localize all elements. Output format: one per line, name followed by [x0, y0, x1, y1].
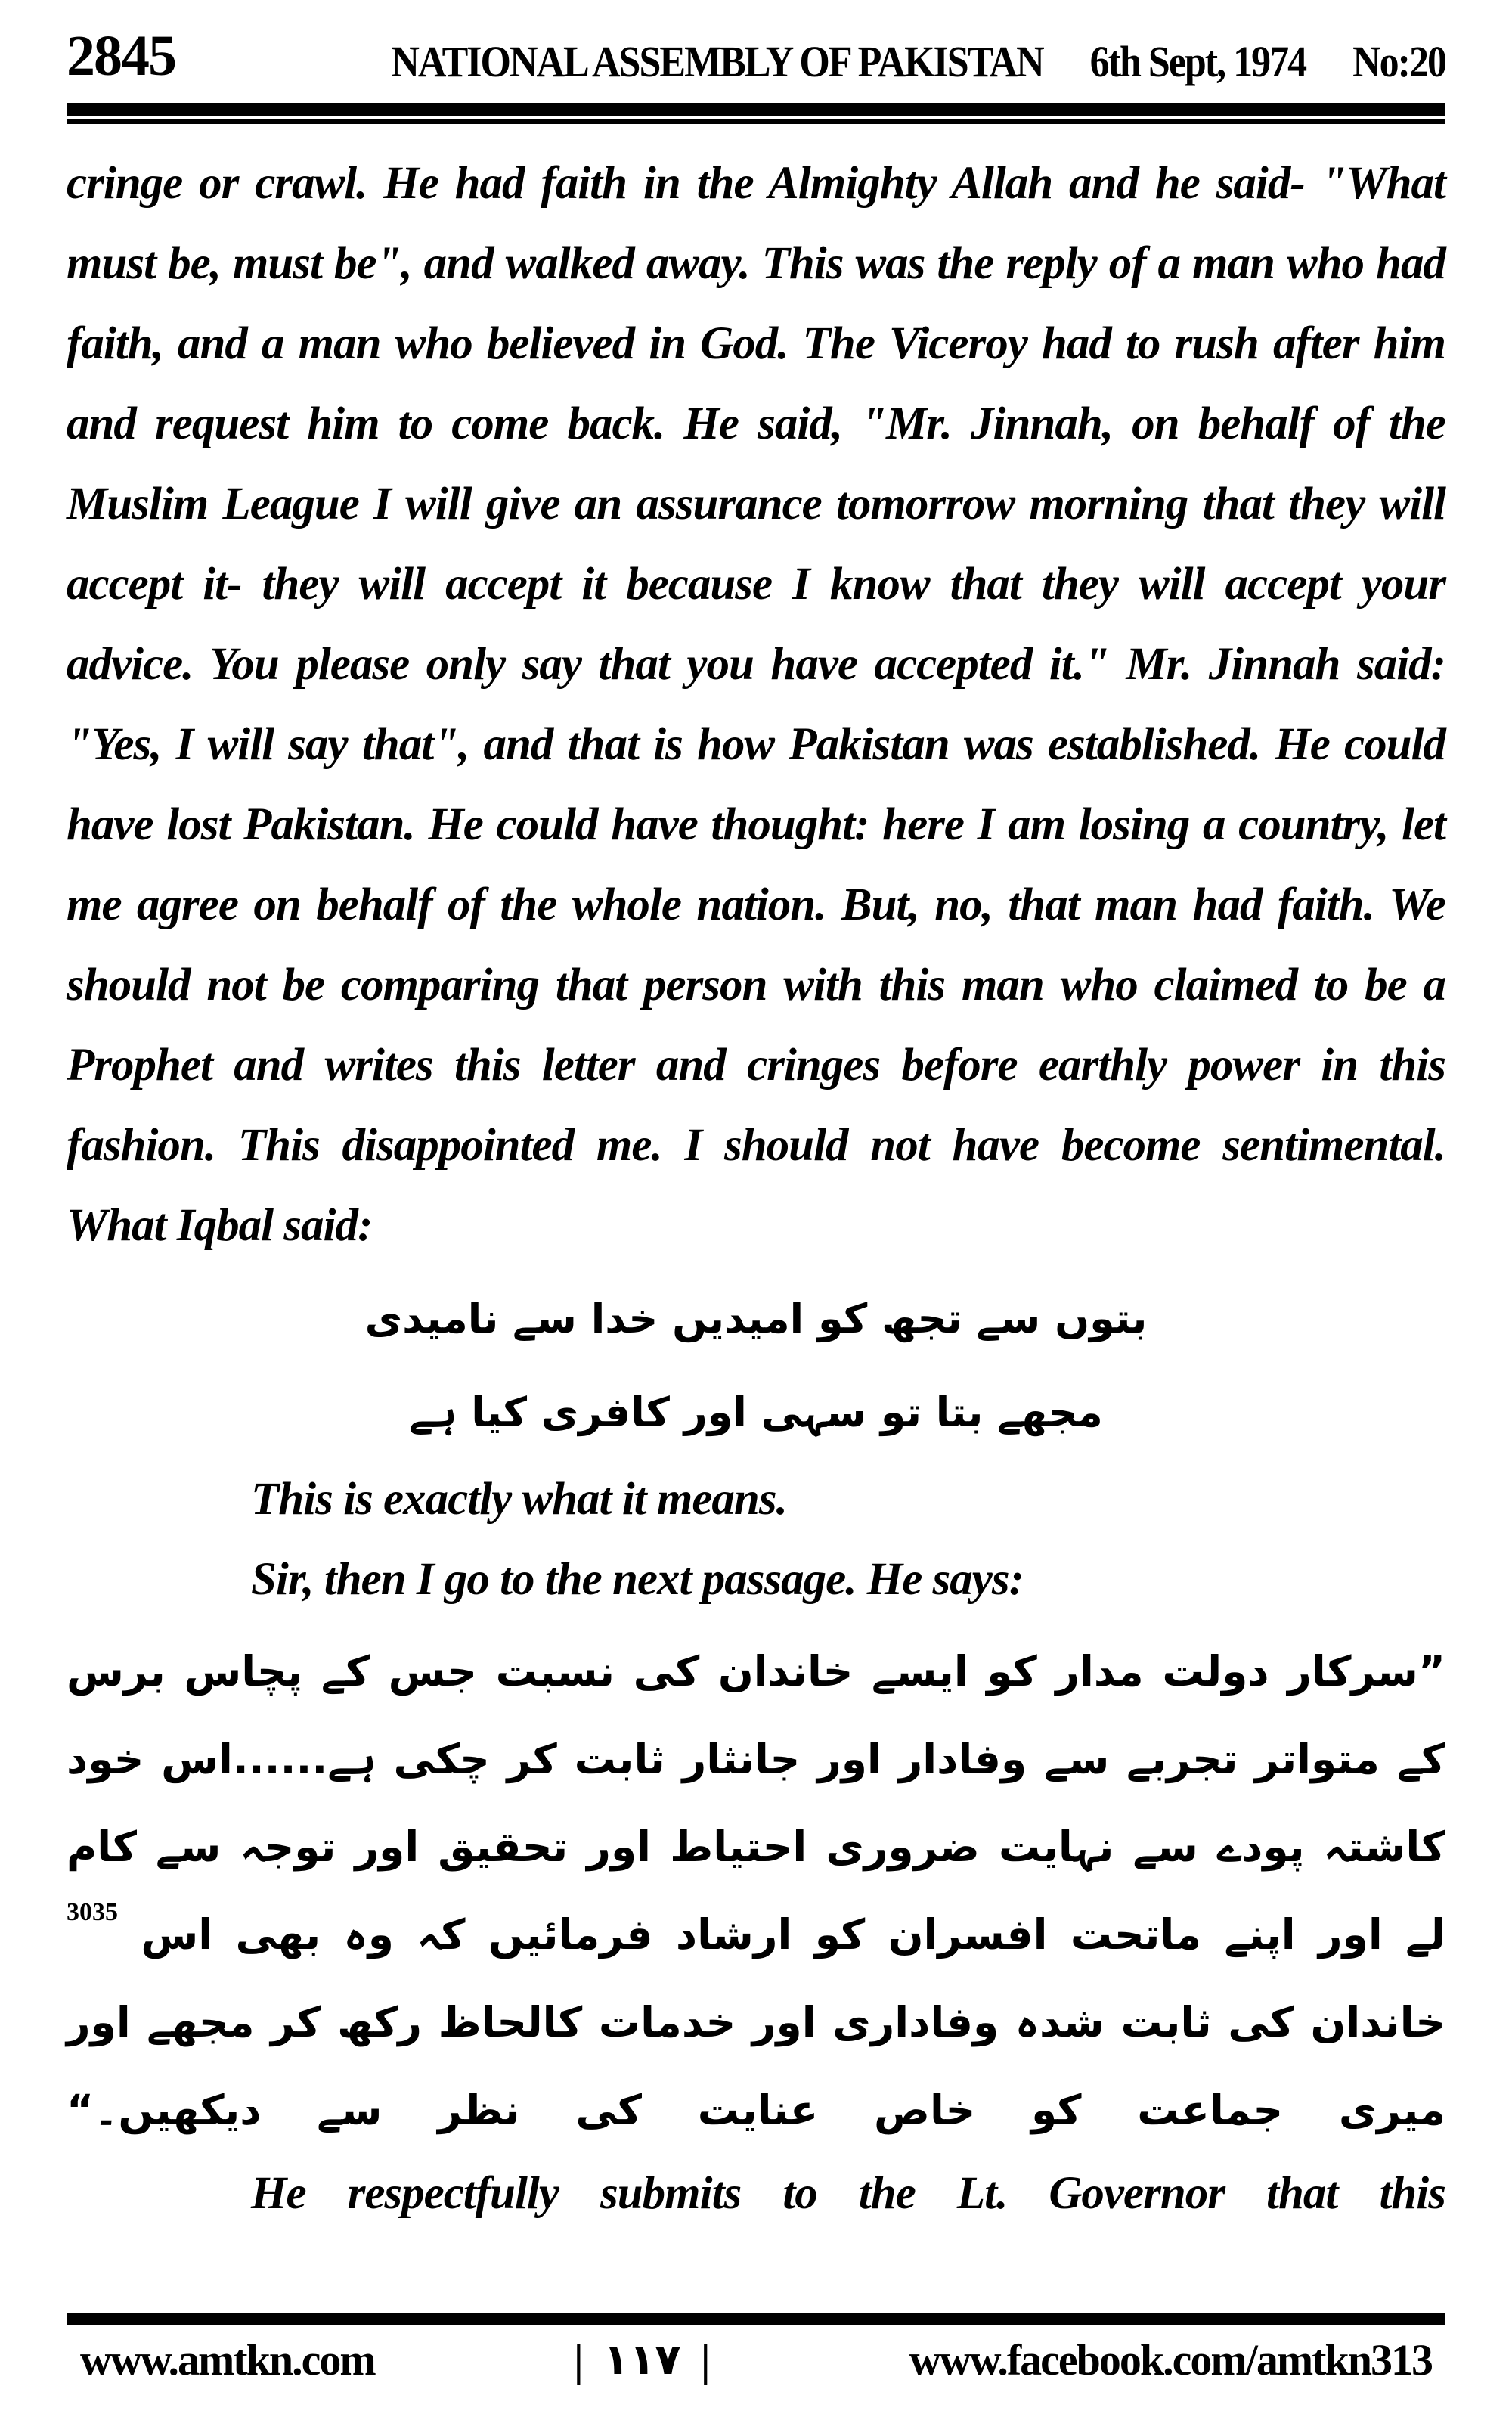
page-header — [67, 24, 1445, 88]
page-number: 2845 — [67, 24, 175, 88]
transition-line: Sir, then I go to the next passage. He says: — [251, 1554, 1024, 1605]
couplet-line-1: بتوں سے تجھ کو امیدیں خدا سے نامیدی — [364, 1295, 1148, 1342]
header-rule-thick — [67, 103, 1445, 116]
urdu-quotation-part2: خاندان کی ثابت شدہ وفاداری اور خدمات کالحاظ رکھ کر مجھے اور میری جماعت کو خاص عنایت کی نظر سے دیکھیں۔“ — [67, 1998, 1445, 2134]
footer-page-number-urdu: ۱۱۷ — [603, 2335, 681, 2385]
urdu-quotation — [67, 1627, 1445, 2154]
header-date: 6th Sept, 1974 — [1089, 38, 1306, 87]
urdu-quotation-part1: ”سرکار دولت مدار کو ایسے خاندان کی نسبت جس کے پچاس برس کے متواتر تجربے سے وفادار اور جانثار ثابت کر چکی ہے......اس خود کاشتہ پودے سے نہایت ضروری احتیاط اور تحقیق اور توجہ سے کام لے اور اپنے ماتحت افسران کو ارشاد فرمائیں کہ وہ بھی اس — [67, 1647, 1445, 1959]
separator-bar-right: | — [700, 2335, 711, 2385]
couplet-line-2: مجھے بتا تو سہی اور کافری کیا ہے — [409, 1388, 1103, 1436]
iqbal-couplet — [67, 1272, 1445, 1460]
footer-site-url: www.amtkn.com — [80, 2335, 375, 2385]
separator-bar-left: | — [573, 2335, 584, 2385]
footer-row — [67, 2335, 1445, 2387]
meaning-line: This is exactly what it means. — [251, 1474, 787, 1525]
header-issue-number: No:20 — [1352, 38, 1445, 87]
header-rule-thin — [67, 119, 1445, 124]
page-footer — [67, 2313, 1445, 2387]
header-title: NATIONAL ASSEMBLY OF PAKISTAN — [391, 38, 1043, 87]
footnote-reference: 3035 — [67, 1898, 118, 1926]
footer-rule — [67, 2313, 1445, 2325]
closing-line: He respectfully submits to the Lt. Governor that this — [251, 2168, 1445, 2219]
main-paragraph: cringe or crawl. He had faith in the Almighty Allah and he said- "What must be, must be", and walked away. This was the reply of a man who had faith, and a man who believed in God. The Viceroy had to rush after him and request him to come back. He said, "Mr. Jinnah, on behalf of the Muslim League I will give an assurance tomorrow morning that they will accept it- they will accept it because I know that they will accept your advice. You please only say that you have accepted it." Mr. Jinnah said: "Yes, I will say that", and that is how Pakistan was established. He could have lost Pakistan. He could have thought: here I am losing a country, let me agree on behalf of the whole nation. But, no, that man had faith. We should not be comparing that person with this man who claimed to be a Prophet and writes this letter and cringes before earthly power in this fashion. This disappointed me. I should not have become sentimental. What Iqbal said: — [67, 158, 1445, 1251]
footer-facebook-url: www.facebook.com/amtkn313 — [909, 2335, 1432, 2385]
footer-page-indicator — [574, 2335, 711, 2387]
header-title-group — [391, 38, 1445, 87]
